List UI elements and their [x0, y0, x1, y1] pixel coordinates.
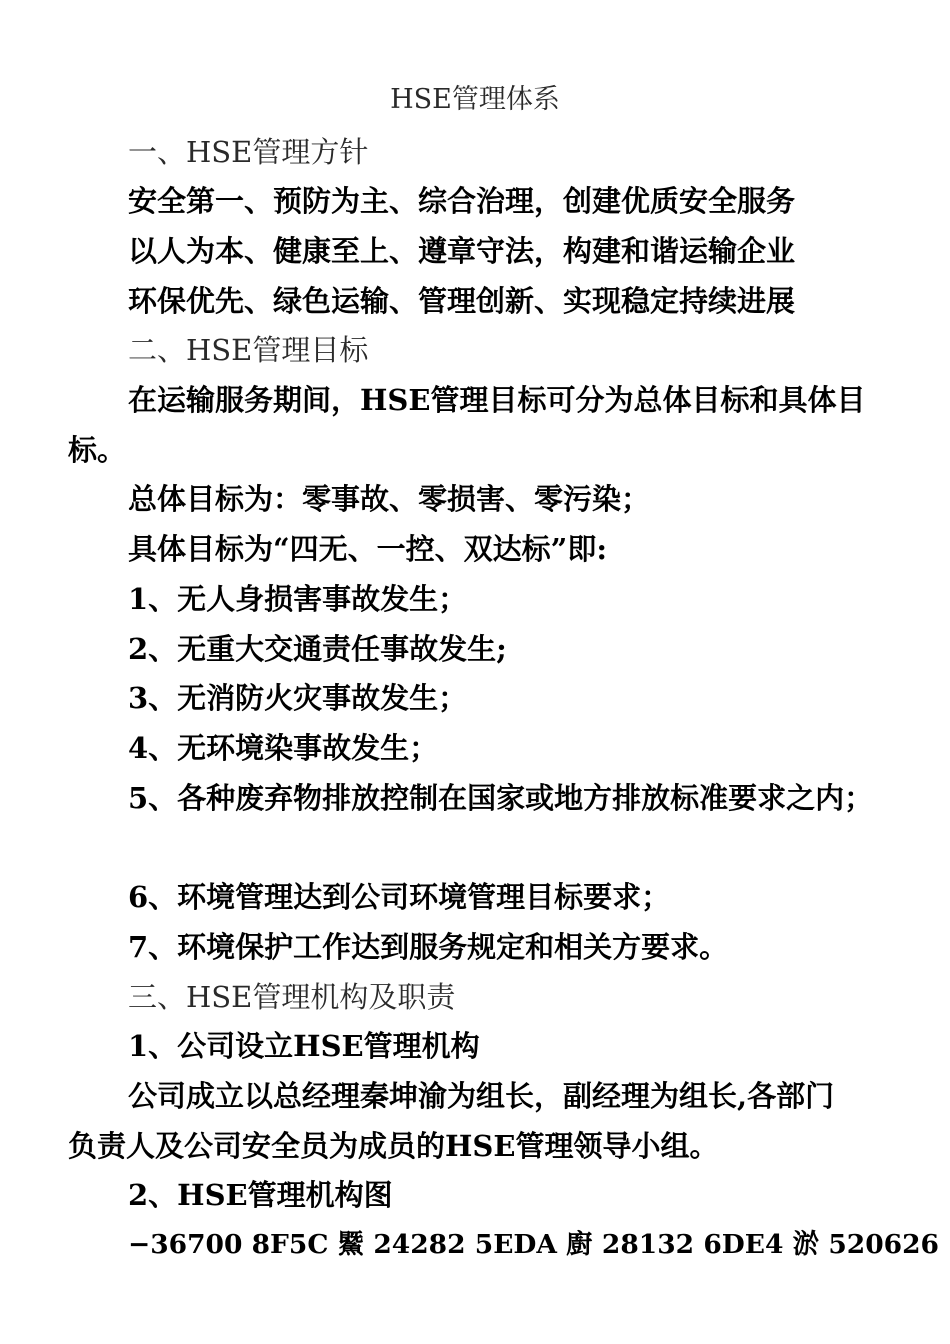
overall-objective: 总体目标为：零事故、零损害、零污染； [128, 482, 651, 516]
objective-item: 6、环境管理达到公司环境管理目标要求； [128, 880, 671, 914]
section-heading-organization: 三、HSE管理机构及职责 [128, 980, 456, 1014]
organization-paragraph: 公司成立以总经理秦坤渝为组长，副经理为组长,各部门 [128, 1079, 835, 1113]
document-title: HSE管理体系 [390, 84, 560, 115]
objective-item: 2、无重大交通责任事故发生; [128, 632, 507, 666]
objective-item: 7、环境保护工作达到服务规定和相关方要求。 [128, 930, 729, 964]
objective-item: 3、无消防火灾事故发生； [128, 681, 468, 715]
objectives-intro-cont: 标。 [68, 433, 127, 467]
objective-item: 5、各种废弃物排放控制在国家或地方排放标准要求之内； [128, 781, 874, 815]
objectives-intro: 在运输服务期间，HSE管理目标可分为总体目标和具体目 [128, 383, 866, 417]
garbled-code-line: −36700 8F5C 鱀 24282 5EDA 廚 28132 6DE4 淤 520626 [128, 1229, 939, 1260]
policy-line: 安全第一、预防为主、综合治理，创建优质安全服务 [128, 184, 796, 218]
section-heading-policy: 一、HSE管理方针 [128, 135, 369, 169]
organization-subheading: 1、公司设立HSE管理机构 [128, 1029, 480, 1063]
section-heading-objectives: 二、HSE管理目标 [128, 333, 369, 367]
organization-chart-heading: 2、HSE管理机构图 [128, 1178, 393, 1212]
specific-objective: 具体目标为“四无、一控、双达标”即: [128, 532, 608, 566]
policy-line: 以人为本、健康至上、遵章守法，构建和谐运输企业 [128, 234, 796, 268]
objective-item: 1、无人身损害事故发生； [128, 582, 468, 616]
policy-line: 环保优先、绿色运输、管理创新、实现稳定持续进展 [128, 284, 796, 318]
organization-paragraph-cont: 负责人及公司安全员为成员的HSE管理领导小组。 [68, 1129, 719, 1163]
objective-item: 4、无环境染事故发生； [128, 731, 439, 765]
